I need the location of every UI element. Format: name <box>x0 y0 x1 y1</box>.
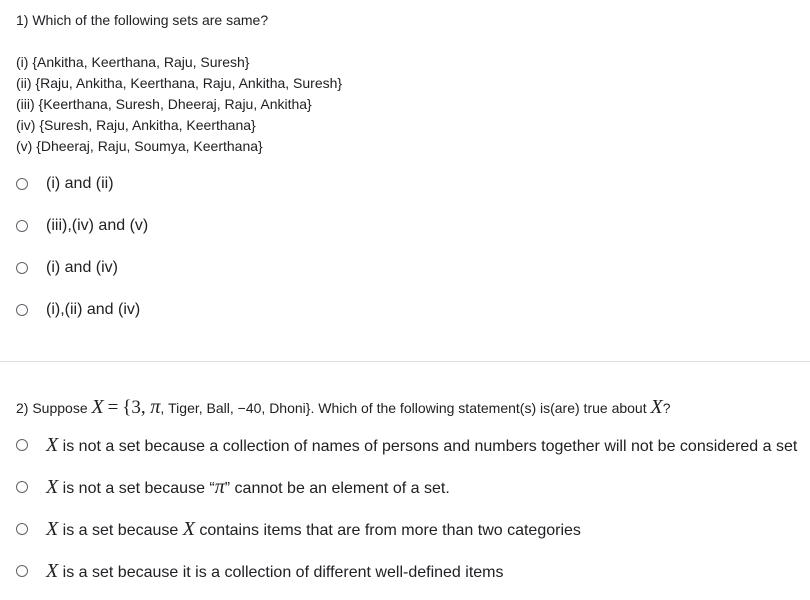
q1-option-3[interactable] <box>16 256 118 280</box>
question-1-title: 1) Which of the following sets are same? <box>16 12 269 28</box>
option-text: is not a set because a collection of names of persons and numbers together will not be considered a set <box>58 437 798 455</box>
option-label: (i),(ii) and (iv) <box>46 301 141 318</box>
radio-button-icon[interactable] <box>16 304 28 316</box>
variable-x: X <box>46 475 59 498</box>
q1-option-1[interactable] <box>16 172 114 196</box>
option-label <box>46 476 450 499</box>
radio-button-icon[interactable] <box>16 523 28 535</box>
radio-button-icon[interactable] <box>16 178 28 190</box>
equals-sign: = <box>107 397 119 418</box>
option-label <box>46 434 797 457</box>
radio-button-icon[interactable] <box>16 262 28 274</box>
q2-option-3[interactable] <box>16 517 581 541</box>
question-2-title <box>16 396 671 419</box>
option-text: is a set because <box>58 521 183 539</box>
title-prefix: 2) Suppose <box>16 400 88 416</box>
option-label: (iii),(iv) and (v) <box>46 217 149 234</box>
question-2-card <box>0 362 810 600</box>
pi-symbol: π <box>150 396 161 418</box>
option-text: contains items that are from more than two categories <box>194 521 581 539</box>
q2-option-2[interactable] <box>16 475 450 499</box>
title-question-mark: ? <box>662 400 671 416</box>
q1-option-2[interactable] <box>16 214 148 238</box>
set-iv: (iv) {Suresh, Raju, Ankitha, Keerthana} <box>16 117 256 133</box>
option-label <box>46 560 503 583</box>
option-text: ” cannot be an element of a set. <box>224 479 450 497</box>
variable-x: X <box>46 559 59 582</box>
variable-x: X <box>46 517 59 540</box>
title-suffix: . Which of the following statement(s) is(are) true about <box>310 400 647 416</box>
q1-option-4[interactable] <box>16 298 140 322</box>
set-v: (v) {Dheeraj, Raju, Soumya, Keerthana} <box>16 138 263 154</box>
variable-x: X <box>91 396 104 418</box>
set-open: {3, <box>122 397 151 418</box>
option-label: (i) and (ii) <box>46 175 114 192</box>
set-ii: (ii) {Raju, Ankitha, Keerthana, Raju, Ankitha, Suresh} <box>16 75 343 91</box>
variable-x: X <box>182 517 195 540</box>
set-rest: , Tiger, Ball, −40, Dhoni} <box>160 400 311 416</box>
set-iii: (iii) {Keerthana, Suresh, Dheeraj, Raju, Ankitha} <box>16 96 312 112</box>
q2-option-4[interactable] <box>16 559 503 583</box>
pi-symbol: π <box>214 475 225 498</box>
option-label: (i) and (iv) <box>46 259 119 276</box>
option-label <box>46 518 581 541</box>
radio-button-icon[interactable] <box>16 481 28 493</box>
option-text: is not a set because “ <box>58 479 215 497</box>
radio-button-icon[interactable] <box>16 439 28 451</box>
option-text: is a set because it is a collection of different well-defined items <box>58 563 504 581</box>
variable-x: X <box>46 433 59 456</box>
variable-x: X <box>650 396 663 418</box>
radio-button-icon[interactable] <box>16 565 28 577</box>
q2-option-1[interactable] <box>16 433 797 457</box>
radio-button-icon[interactable] <box>16 220 28 232</box>
set-i: (i) {Ankitha, Keerthana, Raju, Suresh} <box>16 54 250 70</box>
